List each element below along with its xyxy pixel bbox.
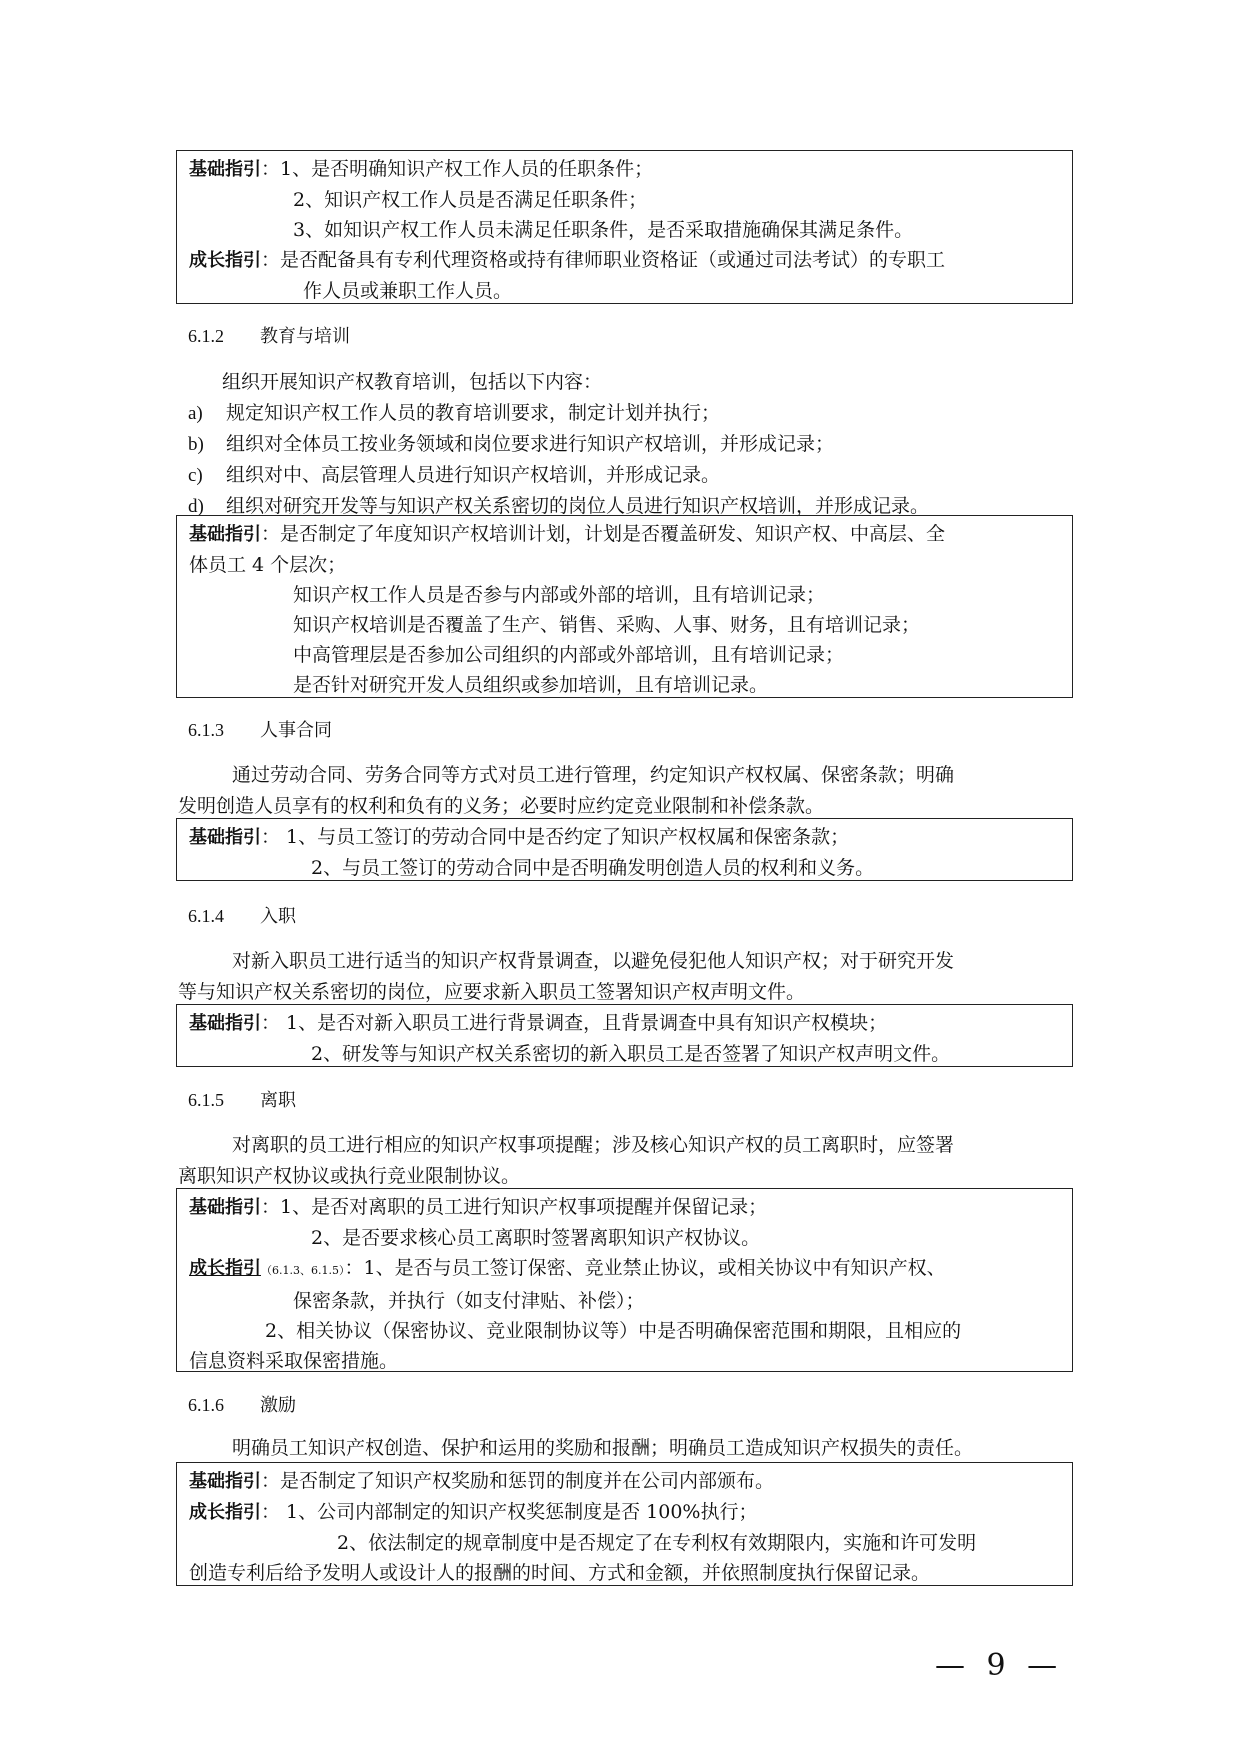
basic-guidance-label: 基础指引 xyxy=(189,1013,261,1034)
basic-guidance-label: 基础指引 xyxy=(189,1471,261,1492)
guidance-box-onboarding xyxy=(176,1004,1073,1067)
section-heading-6-1-4 xyxy=(188,902,296,931)
guidance-line: ： 1、是否对新入职员工进行背景调查，且背景调查中具有知识产权模块； xyxy=(261,1012,888,1034)
guidance-line: ：1、是否对离职的员工进行知识产权事项提醒并保留记录； xyxy=(261,1196,768,1218)
section-body-6-1-5 xyxy=(178,1130,1064,1192)
guidance-box-training xyxy=(176,515,1073,698)
growth-guidance-reference: （6.1.3、6.1.5） xyxy=(261,1264,345,1277)
guidance-line: 知识产权培训是否覆盖了生产、销售、采购、人事、财务，且有培训记录； xyxy=(293,614,921,636)
section-title: 入职 xyxy=(260,906,296,927)
list-item xyxy=(188,460,1064,491)
section-heading-6-1-5 xyxy=(188,1086,296,1115)
section-body-6-1-2 xyxy=(188,367,1064,522)
guidance-line: 2、是否要求核心员工离职时签署离职知识产权协议。 xyxy=(311,1227,761,1249)
guidance-line: 中高管理层是否参加公司组织的内部或外部培训，且有培训记录； xyxy=(293,644,845,666)
list-item-text: 规定知识产权工作人员的教育培训要求，制定计划并执行； xyxy=(226,402,721,424)
section-number: 6.1.5 xyxy=(188,1090,224,1110)
guidance-line: 创造专利后给予发明人或设计人的报酬的时间、方式和金额，并依照制度执行保留记录。 xyxy=(189,1562,931,1584)
list-item-label: d) xyxy=(188,496,204,517)
paragraph-line: 发明创造人员享有的权利和负有的义务；必要时应约定竞业限制和补偿条款。 xyxy=(178,795,825,817)
section-heading-6-1-3 xyxy=(188,716,332,745)
guidance-line: 3、如知识产权工作人员未满足任职条件，是否采取措施确保其满足条件。 xyxy=(293,219,914,241)
guidance-line: ：是否制定了知识产权奖励和惩罚的制度并在公司内部颁布。 xyxy=(261,1470,775,1492)
list-item-text: 组织对全体员工按业务领域和岗位要求进行知识产权培训，并形成记录； xyxy=(226,433,835,455)
growth-guidance-label: 成长指引 xyxy=(189,1258,261,1279)
section-number: 6.1.3 xyxy=(188,720,224,740)
paragraph-line: 组织开展知识产权教育培训，包括以下内容： xyxy=(222,371,603,393)
guidance-line: ：1、是否与员工签订保密、竞业禁止协议，或相关协议中有知识产权、 xyxy=(344,1257,946,1279)
guidance-line: 保密条款，并执行（如支付津贴、补偿）； xyxy=(293,1290,645,1312)
guidance-line: ： 1、公司内部制定的知识产权奖惩制度是否 100%执行； xyxy=(261,1501,758,1523)
paragraph-line: 离职知识产权协议或执行竞业限制协议。 xyxy=(178,1165,521,1187)
guidance-line: 是否针对研究开发人员组织或参加培训，且有培训记录。 xyxy=(293,674,769,696)
guidance-line: 2、与员工签订的劳动合同中是否明确发明创造人员的权利和义务。 xyxy=(311,857,875,879)
guidance-line: 信息资料采取保密措施。 xyxy=(189,1350,399,1372)
section-title: 教育与培训 xyxy=(260,326,350,347)
section-title: 激励 xyxy=(260,1395,296,1416)
guidance-line: 作人员或兼职工作人员。 xyxy=(303,280,513,302)
section-body-6-1-6 xyxy=(188,1433,1064,1464)
section-number: 6.1.4 xyxy=(188,906,224,926)
section-heading-6-1-6 xyxy=(188,1391,296,1420)
paragraph-line: 通过劳动合同、劳务合同等方式对员工进行管理，约定知识产权权属、保密条款；明确 xyxy=(232,764,955,786)
section-body-6-1-3 xyxy=(178,760,1064,822)
list-item-label: a) xyxy=(188,403,203,424)
list-item-label: b) xyxy=(188,434,204,455)
section-number: 6.1.6 xyxy=(188,1395,224,1415)
section-number: 6.1.2 xyxy=(188,326,224,346)
section-heading-6-1-2 xyxy=(188,322,350,351)
guidance-line: ：是否配备具有专利代理资格或持有律师职业资格证（或通过司法考试）的专职工 xyxy=(261,249,946,271)
list-item xyxy=(188,429,1064,460)
list-item-text: 组织对研究开发等与知识产权关系密切的岗位人员进行知识产权培训，并形成记录。 xyxy=(226,495,930,517)
paragraph-line: 等与知识产权关系密切的岗位，应要求新入职员工签署知识产权声明文件。 xyxy=(178,981,806,1003)
basic-guidance-label: 基础指引 xyxy=(189,827,261,848)
guidance-line: ：1、是否明确知识产权工作人员的任职条件； xyxy=(261,158,654,180)
paragraph-line: 明确员工知识产权创造、保护和运用的奖励和报酬；明确员工造成知识产权损失的责任。 xyxy=(232,1437,974,1459)
basic-guidance-label: 基础指引 xyxy=(189,524,261,545)
guidance-box-departure xyxy=(176,1188,1073,1372)
basic-guidance-label: 基础指引 xyxy=(189,159,261,180)
guidance-line: 体员工 4 个层次； xyxy=(189,554,347,576)
guidance-line: ：是否制定了年度知识产权培训计划，计划是否覆盖研发、知识产权、中高层、全 xyxy=(261,523,946,545)
guidance-line: 2、相关协议（保密协议、竞业限制协议等）中是否明确保密范围和期限，且相应的 xyxy=(265,1320,962,1342)
guidance-line: 2、研发等与知识产权关系密切的新入职员工是否签署了知识产权声明文件。 xyxy=(311,1043,951,1065)
section-title: 人事合同 xyxy=(260,720,332,741)
page-number: — 9 — xyxy=(935,1648,1064,1683)
guidance-line: ： 1、与员工签订的劳动合同中是否约定了知识产权权属和保密条款； xyxy=(261,826,850,848)
section-body-6-1-4 xyxy=(178,946,1064,1008)
guidance-box-contract xyxy=(176,818,1073,881)
paragraph-line: 对新入职员工进行适当的知识产权背景调查，以避免侵犯他人知识产权；对于研究开发 xyxy=(232,950,955,972)
list-item-text: 组织对中、高层管理人员进行知识产权培训，并形成记录。 xyxy=(226,464,721,486)
guidance-box-incentive xyxy=(176,1462,1073,1586)
list-item-label: c) xyxy=(188,465,203,486)
growth-guidance-label: 成长指引 xyxy=(189,1502,261,1523)
guidance-line: 2、知识产权工作人员是否满足任职条件； xyxy=(293,189,648,211)
growth-guidance-label: 成长指引 xyxy=(189,250,261,271)
section-title: 离职 xyxy=(260,1090,296,1111)
guidance-line: 知识产权工作人员是否参与内部或外部的培训，且有培训记录； xyxy=(293,584,826,606)
basic-guidance-label: 基础指引 xyxy=(189,1197,261,1218)
guidance-line: 2、依法制定的规章制度中是否规定了在专利权有效期限内，实施和许可发明 xyxy=(337,1532,977,1554)
paragraph-line: 对离职的员工进行相应的知识产权事项提醒；涉及核心知识产权的员工离职时，应签署 xyxy=(232,1134,955,1156)
list-item xyxy=(188,398,1064,429)
guidance-box-staff-qualification xyxy=(176,150,1073,304)
